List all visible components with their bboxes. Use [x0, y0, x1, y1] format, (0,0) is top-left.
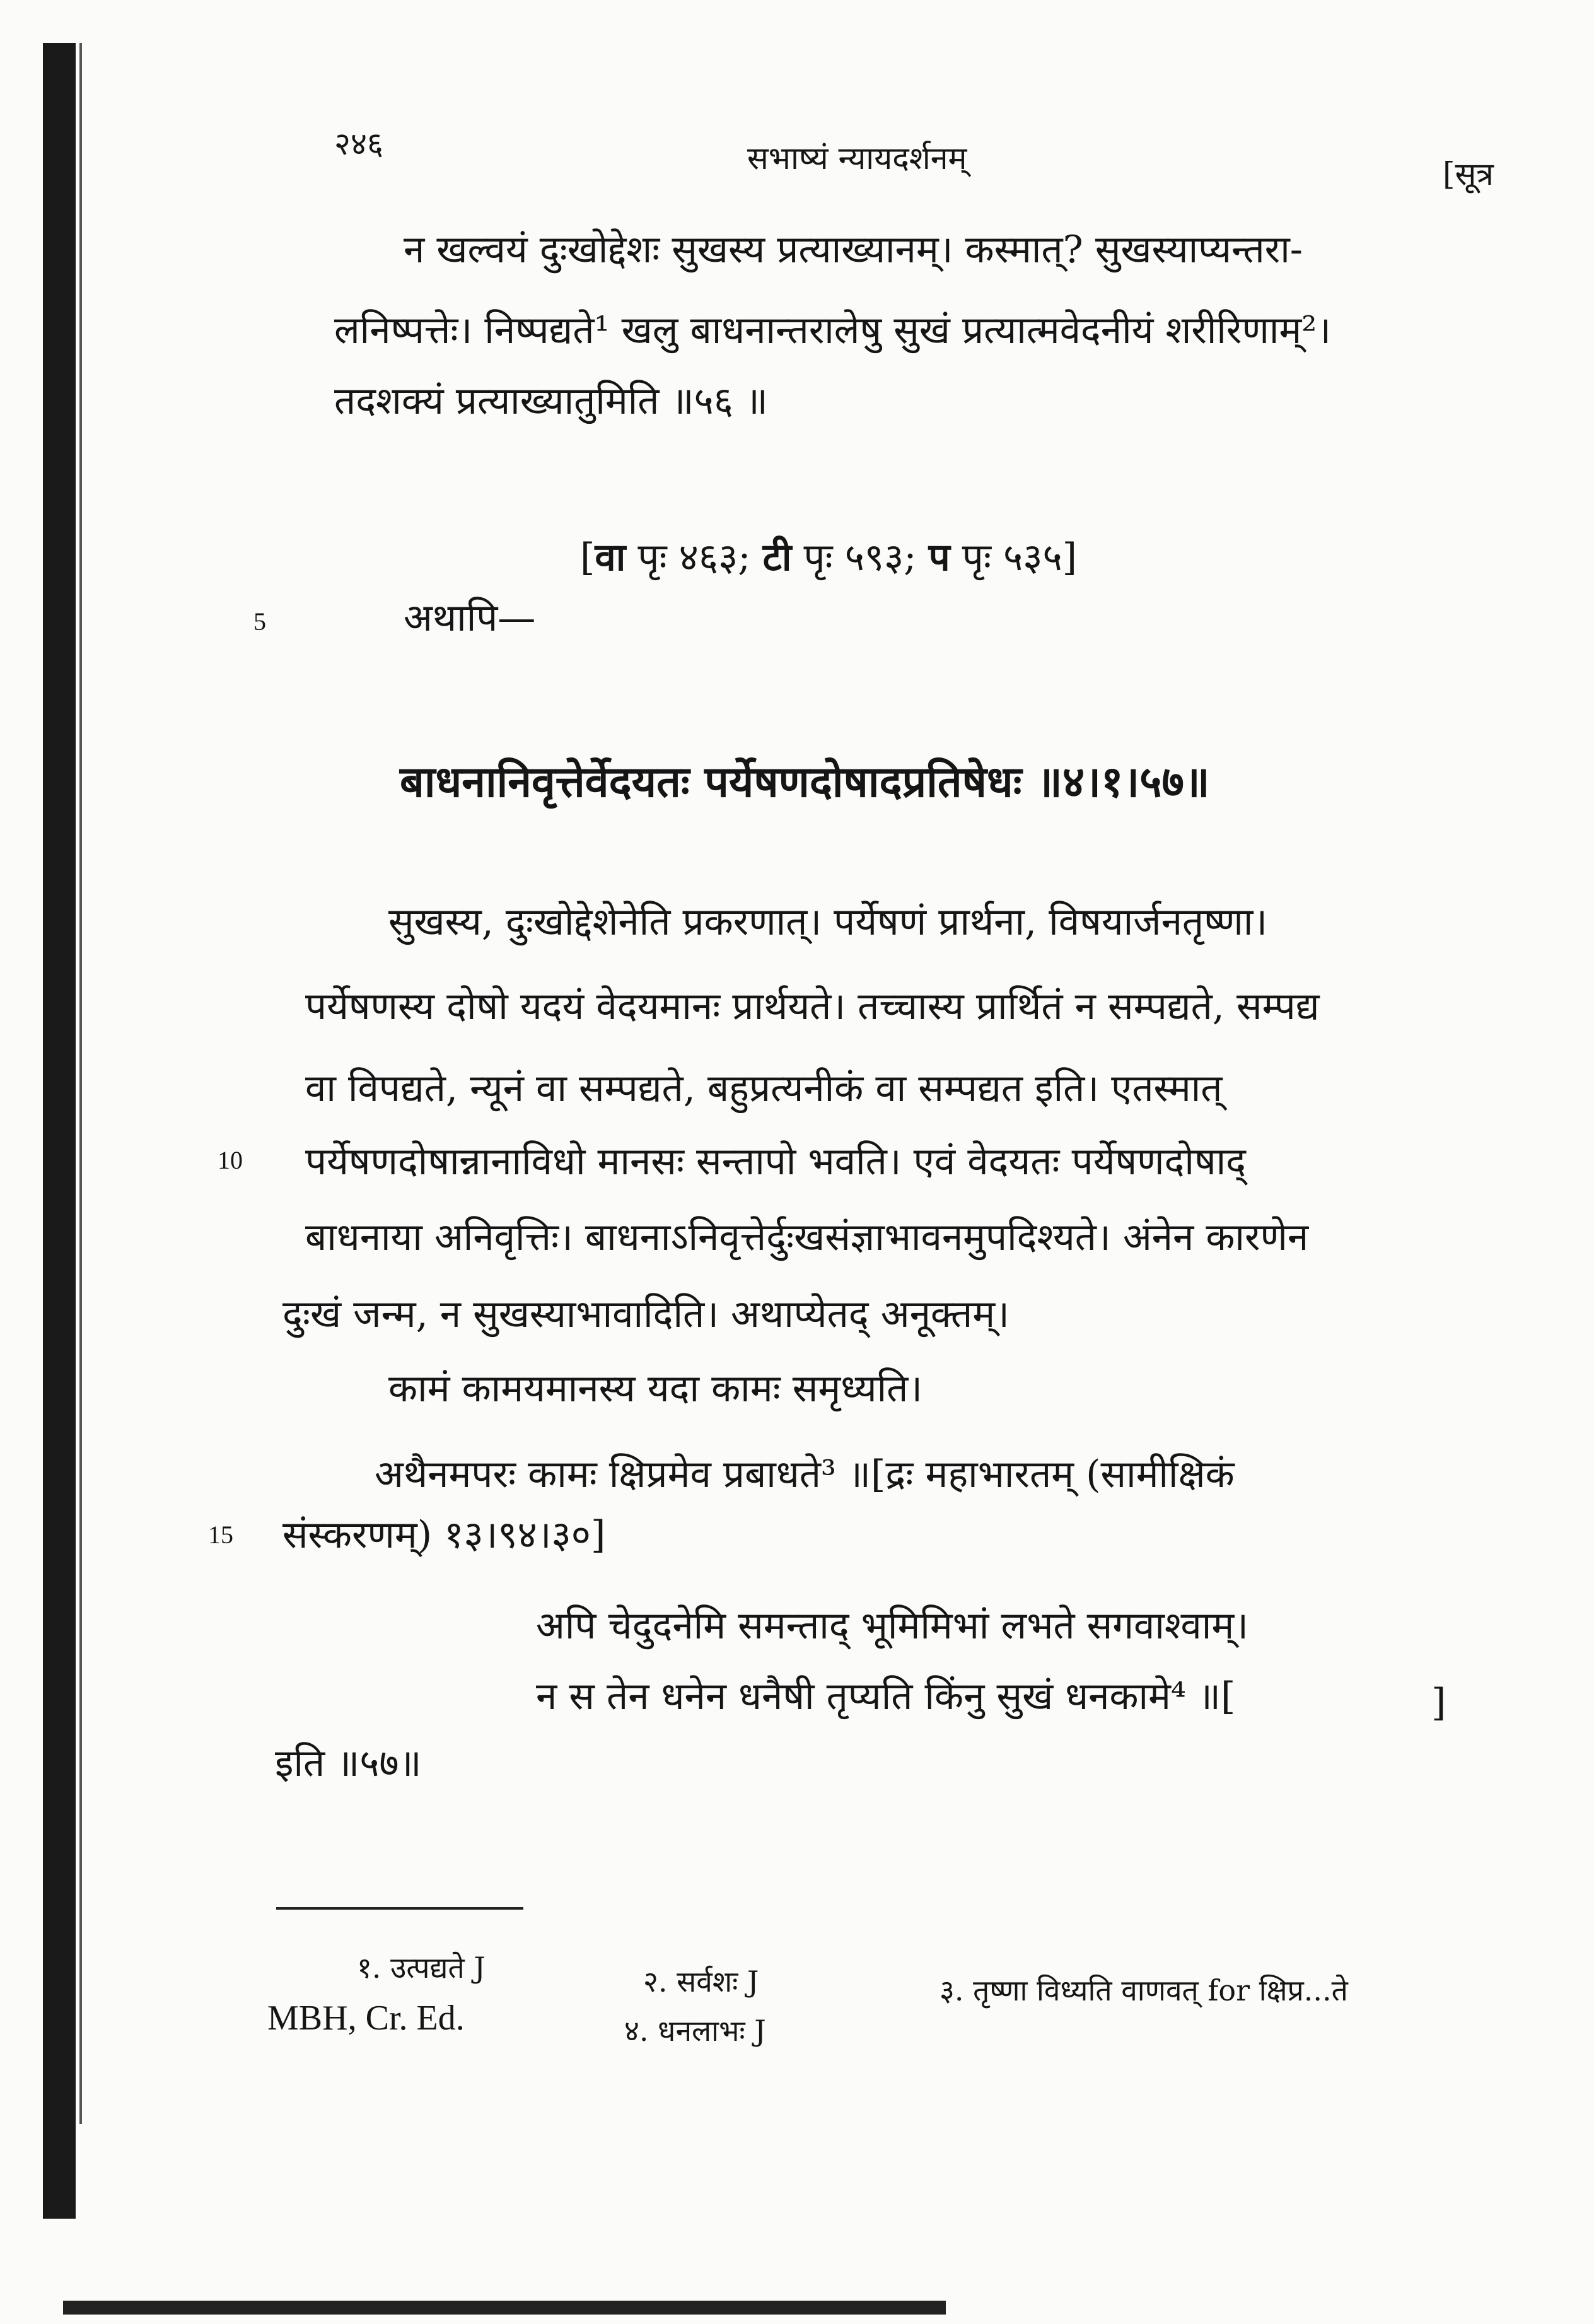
line-number-5: 5 — [253, 607, 266, 636]
verse1-line2: अथैनमपरः कामः क्षिप्रमेव प्रबाधते³ ॥[द्रः महाभारतम् (सामीक्षिकं — [375, 1452, 1235, 1497]
ref-pa-page: पृः ५३५ — [962, 535, 1062, 580]
scan-bottom-shadow — [63, 2301, 946, 2315]
iti-closing: इति ॥५७॥ — [275, 1741, 422, 1785]
ref-va-page: पृः ४६३; — [637, 535, 751, 580]
line-number-15: 15 — [208, 1521, 233, 1549]
verse2-line2: न स तेन धनेन धनैषी तृप्यति किंनु सुखं धनकामे⁴ ॥[ — [536, 1674, 1236, 1719]
line-number-10: 10 — [218, 1146, 243, 1174]
para2-line4: पर्येषणदोषान्नानाविधो मानसः सन्तापो भवति। एवं वेदयतः पर्येषणदोषाद् — [305, 1140, 1247, 1184]
ref-ti: टी — [762, 535, 792, 580]
footnote-2: २. सर्वशः J — [643, 1965, 759, 1999]
ref-ti-page: पृः ५९३; — [803, 535, 917, 580]
scan-edge-shadow — [43, 43, 76, 2219]
running-title: सभाष्यं न्यायदर्शनम् — [747, 140, 967, 177]
para2-line1: सुखस्य, दुःखोद्देशेनेति प्रकरणात्। पर्येषणं प्रार्थना, विषयार्जनतृष्णा। — [388, 900, 1268, 944]
page-number: २४६ — [334, 126, 383, 162]
footnote-rule — [276, 1907, 523, 1910]
para1-line3: तदशक्यं प्रत्याख्यातुमिति ॥५६ ॥ — [334, 379, 768, 423]
para2-line6: दुःखं जन्म, न सुखस्याभावादिति। अथाप्येतद् अनूक्तम्। — [282, 1292, 1009, 1336]
verse1-line1: कामं कामयमानस्य यदा कामः समृध्यति। — [388, 1367, 923, 1411]
para1-line2: लनिष्पत्तेः। निष्पद्यते¹ खलु बाधनान्तरालेषु सुखं प्रत्यात्मवेदनीयं शरीरिणाम्²। — [334, 308, 1332, 353]
reference-line: [वा पृः ४६३; टी पृः ५९३; प पृः ५३५] — [580, 535, 1078, 580]
para2-line3: वा विपद्यते, न्यूनं वा सम्पद्यते, बहुप्रत्यनीकं वा सम्पद्यत इति। एतस्मात् — [305, 1066, 1223, 1111]
para1-line1: न खल्वयं दुःखोद्देशः सुखस्य प्रत्याख्यानम्। कस्मात्? सुखस्याप्यन्तरा- — [404, 228, 1303, 272]
ref-va: वा — [595, 535, 626, 580]
athapi: अथापि— — [404, 596, 536, 640]
footnote-1: १. उत्पद्यते J — [357, 1951, 486, 1985]
footnote-3-continued: MBH, Cr. Ed. — [267, 1999, 465, 2038]
para2-line2: पर्येषणस्य दोषो यदयं वेदयमानः प्रार्थयते। तच्चास्य प्रार्थितं न सम्पद्यते, सम्पद्य — [305, 984, 1320, 1029]
para2-line5: बाधनाया अनिवृत्तिः। बाधनाऽनिवृत्तेर्दुःखसंज्ञाभावनमुपदिश्यते। अंनेन कारणेन — [305, 1215, 1309, 1259]
verse2-close-bracket: ] — [1431, 1681, 1446, 1725]
verse1-line3: संस्करणम्) १३।९४।३०] — [282, 1513, 606, 1557]
footnote-4: ४. धनलाभः J — [624, 2014, 766, 2048]
sutra-heading: बाधनानिवृत्तेर्वेदयतः पर्येषणदोषादप्रतिषेधः ॥४।१।५७॥ — [400, 757, 1210, 807]
footnote-3: ३. तृष्णा विध्यति वाणवत् for क्षिप्र...ते — [940, 1973, 1348, 2007]
ref-pa: प — [928, 535, 950, 580]
scan-edge-line — [79, 43, 82, 2124]
verse2-line1: अपि चेदुदनेमि समन्ताद् भूमिमिभां लभते सगवाश्वाम्। — [536, 1604, 1248, 1648]
running-section: [सूत्र — [1443, 156, 1494, 192]
